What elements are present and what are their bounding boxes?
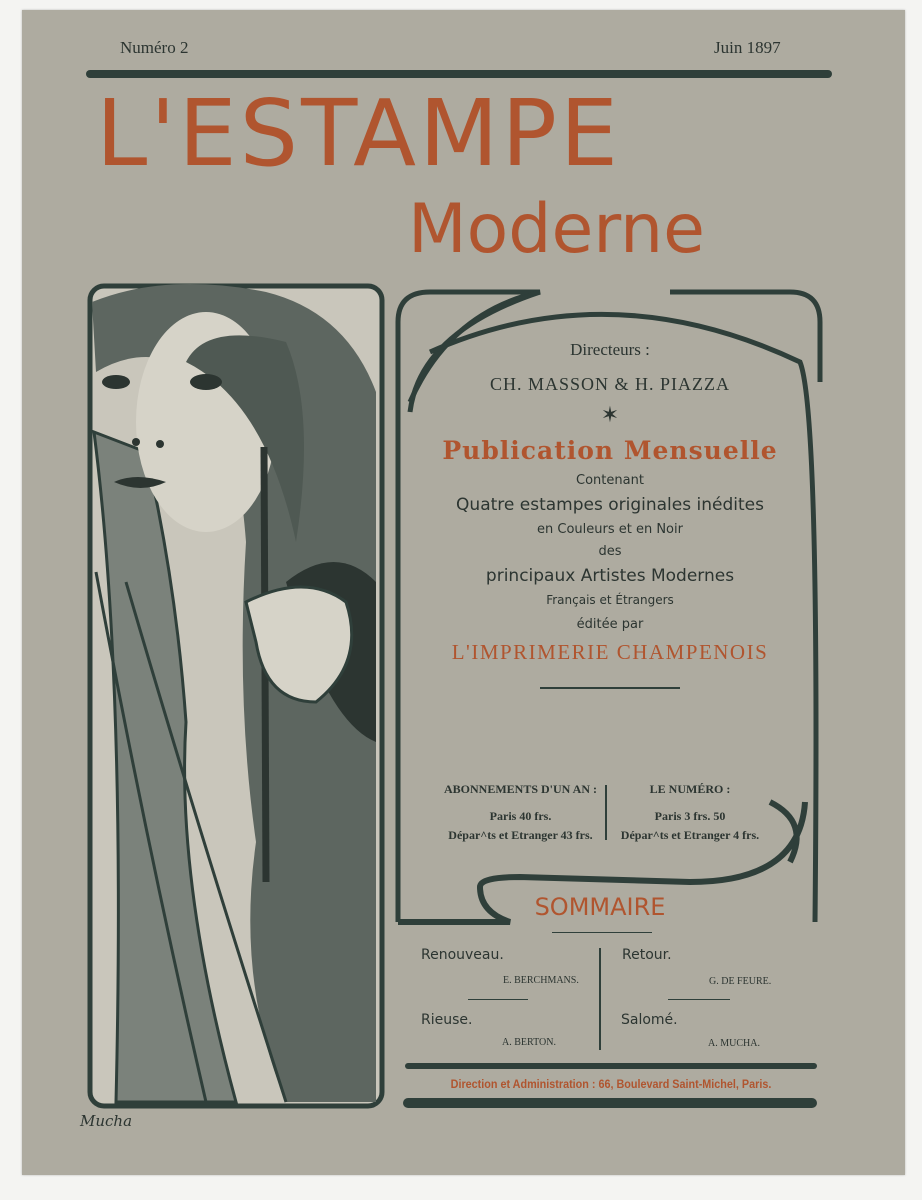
contents-item-artist: E. BERCHMANS.: [503, 975, 579, 986]
des-text: des: [598, 544, 622, 559]
issue-date: Juin 1897: [714, 38, 781, 57]
contents-item-title: Renouveau.: [421, 947, 504, 963]
contents-item-title: Retour.: [622, 947, 672, 963]
contents-divider: [599, 948, 601, 1050]
contents-item-title: Rieuse.: [421, 1012, 473, 1028]
subscription-block: [438, 782, 603, 843]
item-rule: [668, 999, 730, 1000]
directors-label: Directeurs :: [570, 340, 650, 359]
item-rule: [468, 999, 528, 1000]
footer-rule-top: [405, 1063, 817, 1069]
artists-text: principaux Artistes Modernes: [485, 566, 735, 586]
contents-item-artist: G. DE FEURE.: [709, 976, 772, 987]
star-icon: ✶: [600, 403, 620, 428]
contents-rule: [552, 932, 652, 933]
top-rule: [86, 70, 832, 78]
single-issue-title: LE NUMÉRO :: [649, 782, 731, 796]
prints-text: Quatre estampes originales inédites: [456, 495, 764, 515]
containing-text: Contenant: [576, 473, 644, 488]
nationality-text: Français et Étrangers: [546, 593, 674, 607]
footer-rule-bottom: [403, 1098, 817, 1108]
single-issue-block: [610, 782, 770, 843]
edited-by-text: éditée par: [576, 617, 644, 632]
single-issue-paris: Paris 3 frs. 50: [654, 809, 726, 823]
contents-item-artist: A. BERTON.: [502, 1037, 556, 1048]
artist-signature: Mucha: [80, 1112, 133, 1130]
printer-name: L'IMPRIMERIE CHAMPENOIS: [451, 640, 769, 664]
publication-label: Publication Mensuelle: [442, 436, 778, 465]
subscription-title: ABONNEMENTS D'UN AN :: [443, 782, 597, 796]
colors-text: en Couleurs et en Noir: [537, 522, 683, 537]
subscription-paris: Paris 40 frs.: [489, 809, 552, 823]
subscription-other: Dépar^ts et Etranger 43 frs.: [448, 828, 593, 842]
issue-number: Numéro 2: [120, 38, 189, 57]
column-divider: [605, 785, 607, 840]
directors-names: CH. MASSON & H. PIAZZA: [489, 374, 731, 394]
contents-item-title: Salomé.: [621, 1012, 678, 1028]
contents-title: SOMMAIRE: [534, 893, 666, 921]
contents-item-artist: A. MUCHA.: [708, 1038, 760, 1049]
divider: [540, 687, 680, 689]
woman-illustration: [86, 282, 386, 1110]
title-main: L'ESTAMPE: [96, 80, 622, 187]
single-issue-other: Dépar^ts et Etranger 4 frs.: [620, 828, 760, 842]
title-sub: Moderne: [408, 190, 705, 269]
footer-address: Direction et Administration : 66, Boulevard Saint-Michel, Paris.: [450, 1077, 772, 1091]
